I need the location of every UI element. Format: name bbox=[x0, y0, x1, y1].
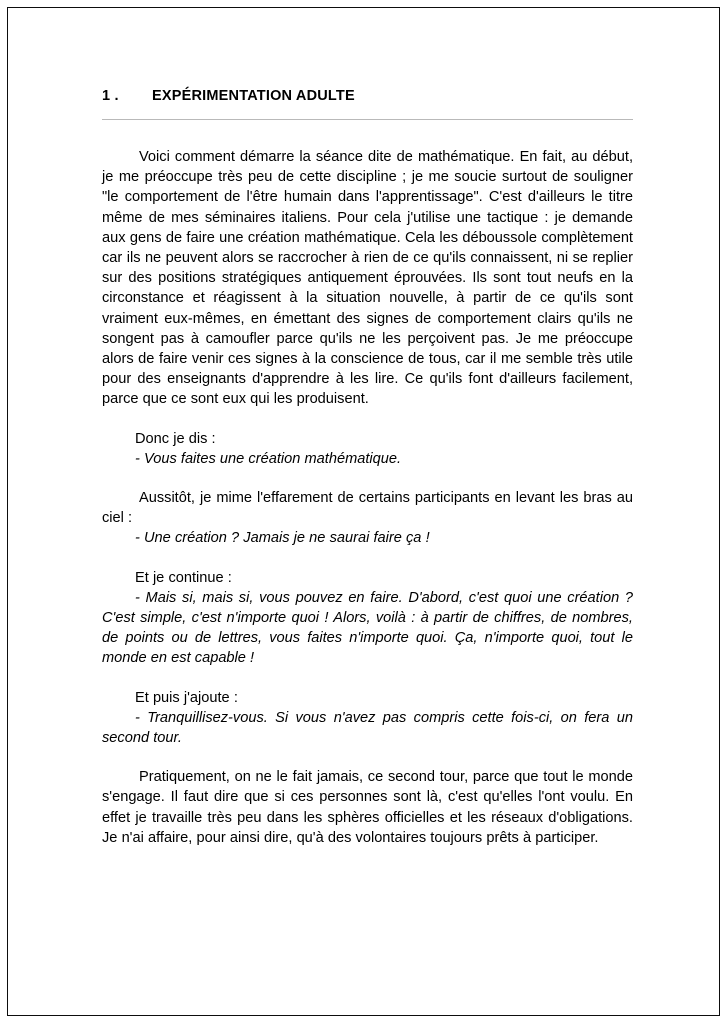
body-text bbox=[102, 147, 633, 848]
document-page bbox=[7, 7, 720, 1016]
heading-divider bbox=[102, 119, 633, 120]
paragraph-intro: Voici comment démarre la séance dite de mathématique. En fait, au début, je me préoccupe très peu de cette discipline ; je me soucie surtout de souligner "le comportement de l'être humain dans l'apprentissage". C'est d'ailleurs le titre même de mes séminaires italiens. Pour cela j'utilise une tactique : je demande aux gens de faire une création mathématique. Cela les déboussole complètement car ils ne peuvent alors se raccrocher à rien de ce qu'ils connaissent, ni se replier sur des positions stratégiques antiquement éprouvées. Ils sont tout neufs en la circonstance et réagissent à la situation nouvelle, à partir de ce qu'ils sont vraiment eux-mêmes, en émettant des signes de comportement clairs qu'ils ne songent pas à camoufler parce qu'ils ne les perçoivent pas. Je me préoccupe alors de faire venir ces signes à la conscience de tous, car il me semble très utile pour des enseignants d'apprendre à les lire. Ce qu'ils font d'ailleurs facilement, parce que ce sont eux qui les produisent. bbox=[102, 149, 633, 408]
paragraph-aussitot: Aussitôt, je mime l'effarement de certains participants en levant les bras au ciel : bbox=[102, 490, 633, 527]
paragraph-closing: Pratiquement, on ne le fait jamais, ce second tour, parce que tout le monde s'engage. Il faut dire que si ces personnes sont là, c'est qu'elles l'ont voulu. En effet je travaille très peu dans les sphères officielles et les réseaux d'obligations. Je n'ai affaire, pour ainsi dire, qu'à des volontaires toujours prêts à participer. bbox=[102, 769, 633, 846]
dialogue-line-2: - Une création ? Jamais je ne saurai faire ça ! bbox=[135, 530, 430, 547]
dialogue-lead-2: Et je continue : bbox=[135, 569, 232, 586]
dialogue-line-3: - Mais si, mais si, vous pouvez en faire. D'abord, c'est quoi une création ? C'est simple, c'est n'importe quoi ! Alors, voilà : à partir de chiffres, de nombres, de points ou de lettres, vous faites n'importe quoi. Ça, n'importe quoi, tout le monde en est capable ! bbox=[102, 589, 633, 667]
section-title: EXPÉRIMENTATION ADULTE bbox=[152, 88, 355, 104]
page-content bbox=[102, 86, 633, 848]
dialogue-line-1: - Vous faites une création mathématique. bbox=[135, 450, 402, 467]
page-title bbox=[102, 86, 633, 106]
section-number: 1 . bbox=[102, 88, 119, 104]
dialogue-line-4: - Tranquillisez-vous. Si vous n'avez pas compris cette fois-ci, on fera un second tour. bbox=[102, 709, 633, 747]
dialogue-lead-3: Et puis j'ajoute : bbox=[135, 689, 238, 706]
dialogue-lead-1: Donc je dis : bbox=[135, 430, 216, 447]
